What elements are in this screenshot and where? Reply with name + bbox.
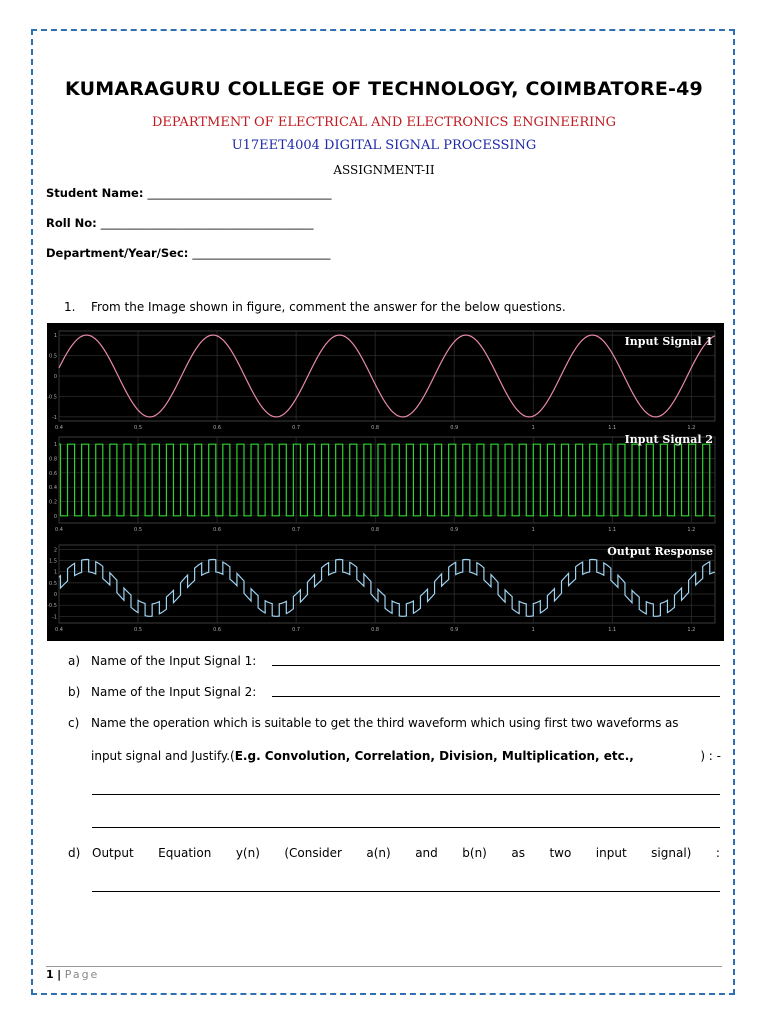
dept-year-sec-label: Department/Year/Sec: [46, 246, 189, 260]
subquestion-b-label: b) [68, 685, 81, 699]
x-tick-label: 0.9 [450, 527, 459, 533]
x-tick-label: 0.9 [450, 627, 459, 633]
page-footer [46, 968, 99, 981]
subquestion-d-word: two [549, 846, 572, 860]
x-tick-label: 1.1 [608, 627, 617, 633]
signal-figure [47, 323, 724, 641]
x-tick-label: 0.7 [292, 527, 301, 533]
y-tick-label: 1.5 [49, 558, 57, 565]
subquestion-d-word: y(n) [235, 846, 260, 860]
y-tick-label: 1 [53, 333, 57, 340]
signal-plot [47, 323, 724, 641]
dept-year-sec-line: ________________________ [192, 246, 331, 260]
y-tick-label: 0 [53, 513, 57, 520]
subquestion-c-text-2c: ) : - [700, 749, 721, 763]
x-tick-label: 0.4 [55, 627, 63, 633]
x-tick-label: 1 [531, 627, 535, 633]
y-tick-label: 1 [53, 569, 57, 576]
x-tick-label: 1.2 [687, 627, 696, 633]
course-title: U17EET4004 DIGITAL SIGNAL PROCESSING [231, 138, 537, 153]
answer-line-c-1[interactable] [92, 794, 720, 795]
x-tick-label: 0.5 [134, 527, 143, 533]
panel-label-3: Output Response [607, 545, 713, 558]
y-tick-label: 0.4 [49, 485, 57, 492]
answer-line-c-2[interactable] [92, 827, 720, 828]
subquestion-d-word: signal) [651, 846, 692, 860]
subquestion-d-label-wrap [68, 846, 91, 860]
y-tick-label: 0 [53, 592, 57, 599]
subquestion-c-line-2 [91, 749, 721, 763]
student-name-label: Student Name: [46, 186, 144, 200]
dept-year-sec-field[interactable] [46, 246, 330, 260]
subquestion-d-label: d) [68, 846, 81, 860]
subquestion-c-text-1: Name the operation which is suitable to get the third waveform which using first two waveforms as [91, 716, 679, 730]
x-tick-label: 0.9 [450, 425, 459, 431]
roll-no-line: _____________________________________ [100, 216, 314, 230]
x-tick-label: 0.6 [213, 527, 222, 533]
page-number: 1 [46, 968, 54, 981]
x-tick-label: 0.8 [371, 627, 380, 633]
y-tick-label: -1 [52, 614, 57, 621]
x-tick-label: 0.8 [371, 527, 380, 533]
y-tick-label: 0.5 [49, 353, 57, 360]
x-tick-label: 1.2 [687, 425, 696, 431]
subquestion-c-label: c) [68, 716, 80, 730]
page-separator: | [57, 968, 62, 981]
student-name-line: ________________________________ [147, 186, 332, 200]
y-tick-label: -0.5 [47, 603, 57, 610]
subquestion-b-text: Name of the Input Signal 2: [91, 685, 257, 699]
x-tick-label: 1 [531, 527, 535, 533]
question-1-number: 1. [64, 300, 76, 314]
x-tick-label: 0.5 [134, 627, 143, 633]
panel-label-2: Input Signal 2 [624, 433, 713, 446]
answer-line-a[interactable] [272, 665, 720, 666]
y-tick-label: 0.2 [49, 499, 57, 506]
subquestion-d-text [92, 846, 720, 860]
x-tick-label: 0.6 [213, 627, 222, 633]
assignment-title: ASSIGNMENT-II [333, 163, 435, 177]
subquestion-d-word: (Consider [284, 846, 342, 860]
x-tick-label: 1.2 [687, 527, 696, 533]
y-tick-label: 0.5 [49, 580, 57, 587]
subquestion-d-word: Output [92, 846, 134, 860]
y-tick-label: 0.8 [49, 456, 57, 463]
subquestion-b [68, 685, 256, 699]
subquestion-c-text-2a: input signal and Justify.( [91, 749, 235, 763]
y-tick-label: 0 [53, 374, 57, 380]
x-tick-label: 1.1 [608, 527, 617, 533]
answer-line-b[interactable] [272, 696, 720, 697]
y-tick-label: -1 [52, 414, 57, 421]
subquestion-c [68, 716, 722, 730]
plot-frame [59, 437, 715, 523]
x-tick-label: 1.1 [608, 425, 617, 431]
x-tick-label: 0.8 [371, 425, 380, 431]
subquestion-d-word: : [715, 846, 720, 860]
subquestion-d-word: input [595, 846, 627, 860]
roll-no-label: Roll No: [46, 216, 97, 230]
x-tick-label: 0.5 [134, 425, 143, 431]
y-tick-label: 0.6 [49, 470, 57, 477]
subquestion-d-word: and [415, 846, 438, 860]
x-tick-label: 0.7 [292, 425, 301, 431]
subquestion-d-word: a(n) [366, 846, 391, 860]
x-tick-label: 0.4 [55, 527, 63, 533]
subquestion-d-word: Equation [158, 846, 212, 860]
panel-label-1: Input Signal 1 [624, 335, 713, 348]
student-name-field[interactable] [46, 186, 331, 200]
question-1 [64, 300, 566, 314]
subquestion-a [68, 654, 256, 668]
subquestion-d-word: b(n) [462, 846, 487, 860]
x-tick-label: 0.4 [55, 425, 63, 431]
y-tick-label: 1 [53, 442, 57, 449]
department-title: DEPARTMENT OF ELECTRICAL AND ELECTRONICS ENGINEERING [151, 115, 617, 130]
subquestion-a-label: a) [68, 654, 81, 668]
y-tick-label: 2 [53, 547, 57, 554]
roll-no-field[interactable] [46, 216, 314, 230]
page-word: Page [64, 968, 100, 981]
subquestion-a-text: Name of the Input Signal 1: [91, 654, 257, 668]
question-1-text: From the Image shown in figure, comment the answer for the below questions. [91, 300, 566, 314]
college-title: KUMARAGURU COLLEGE OF TECHNOLOGY, COIMBATORE-49 [65, 78, 703, 100]
subquestion-d-word: as [511, 846, 525, 860]
footer-rule [46, 966, 722, 967]
subquestion-c-examples: E.g. Convolution, Correlation, Division, Multiplication, etc., [234, 749, 634, 763]
x-tick-label: 0.7 [292, 627, 301, 633]
x-tick-label: 1 [531, 425, 535, 431]
answer-line-d[interactable] [92, 891, 720, 892]
x-tick-label: 0.6 [213, 425, 222, 431]
y-tick-label: -0.5 [47, 394, 57, 401]
